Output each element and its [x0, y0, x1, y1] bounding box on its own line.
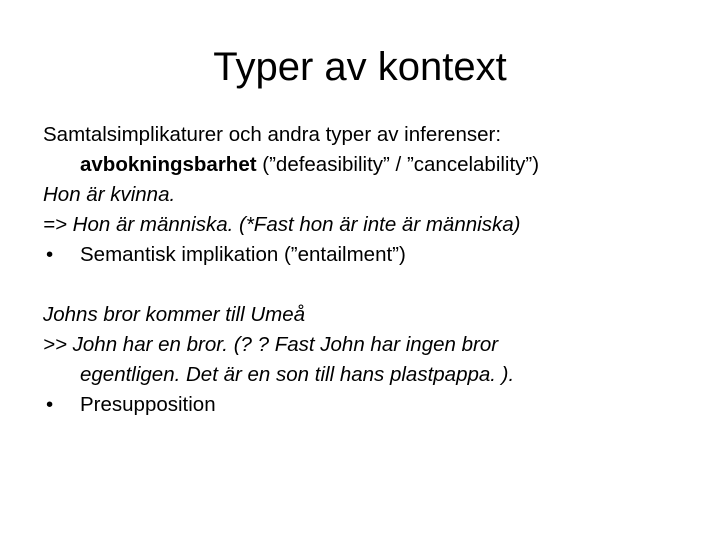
body-line-defeasibility — [43, 150, 708, 180]
bullet-marker: • — [46, 243, 54, 266]
defeasibility-term: avbokningsbarhet — [80, 153, 257, 176]
bullet-text: Semantisk implikation (”entailment”) — [80, 243, 406, 266]
example-sentence: Johns bror kommer till Umeå — [43, 303, 306, 326]
defeasibility-gloss: (”defeasibility” / ”cancelability”) — [256, 153, 540, 176]
bullet-item-entailment — [43, 240, 708, 270]
bullet-text: Presupposition — [80, 393, 216, 416]
bullet-item-presupposition — [43, 390, 708, 420]
slide-body — [43, 120, 708, 420]
spacer — [43, 270, 708, 300]
bullet-marker: • — [46, 393, 54, 416]
example-premise: Hon är kvinna. — [43, 183, 176, 206]
example-presupposition: >> John har en bror. (? ? Fast John har ingen bror — [43, 333, 499, 356]
example-presupposition-continued: egentligen. Det är en son till hans plastpappa. ). — [80, 363, 515, 386]
example-entailment: => Hon är människa. (*Fast hon är inte är människa) — [43, 213, 521, 236]
body-line-inferences: Samtalsimplikaturer och andra typer av inferenser: — [43, 123, 502, 146]
slide-title: Typer av kontext — [213, 45, 507, 89]
